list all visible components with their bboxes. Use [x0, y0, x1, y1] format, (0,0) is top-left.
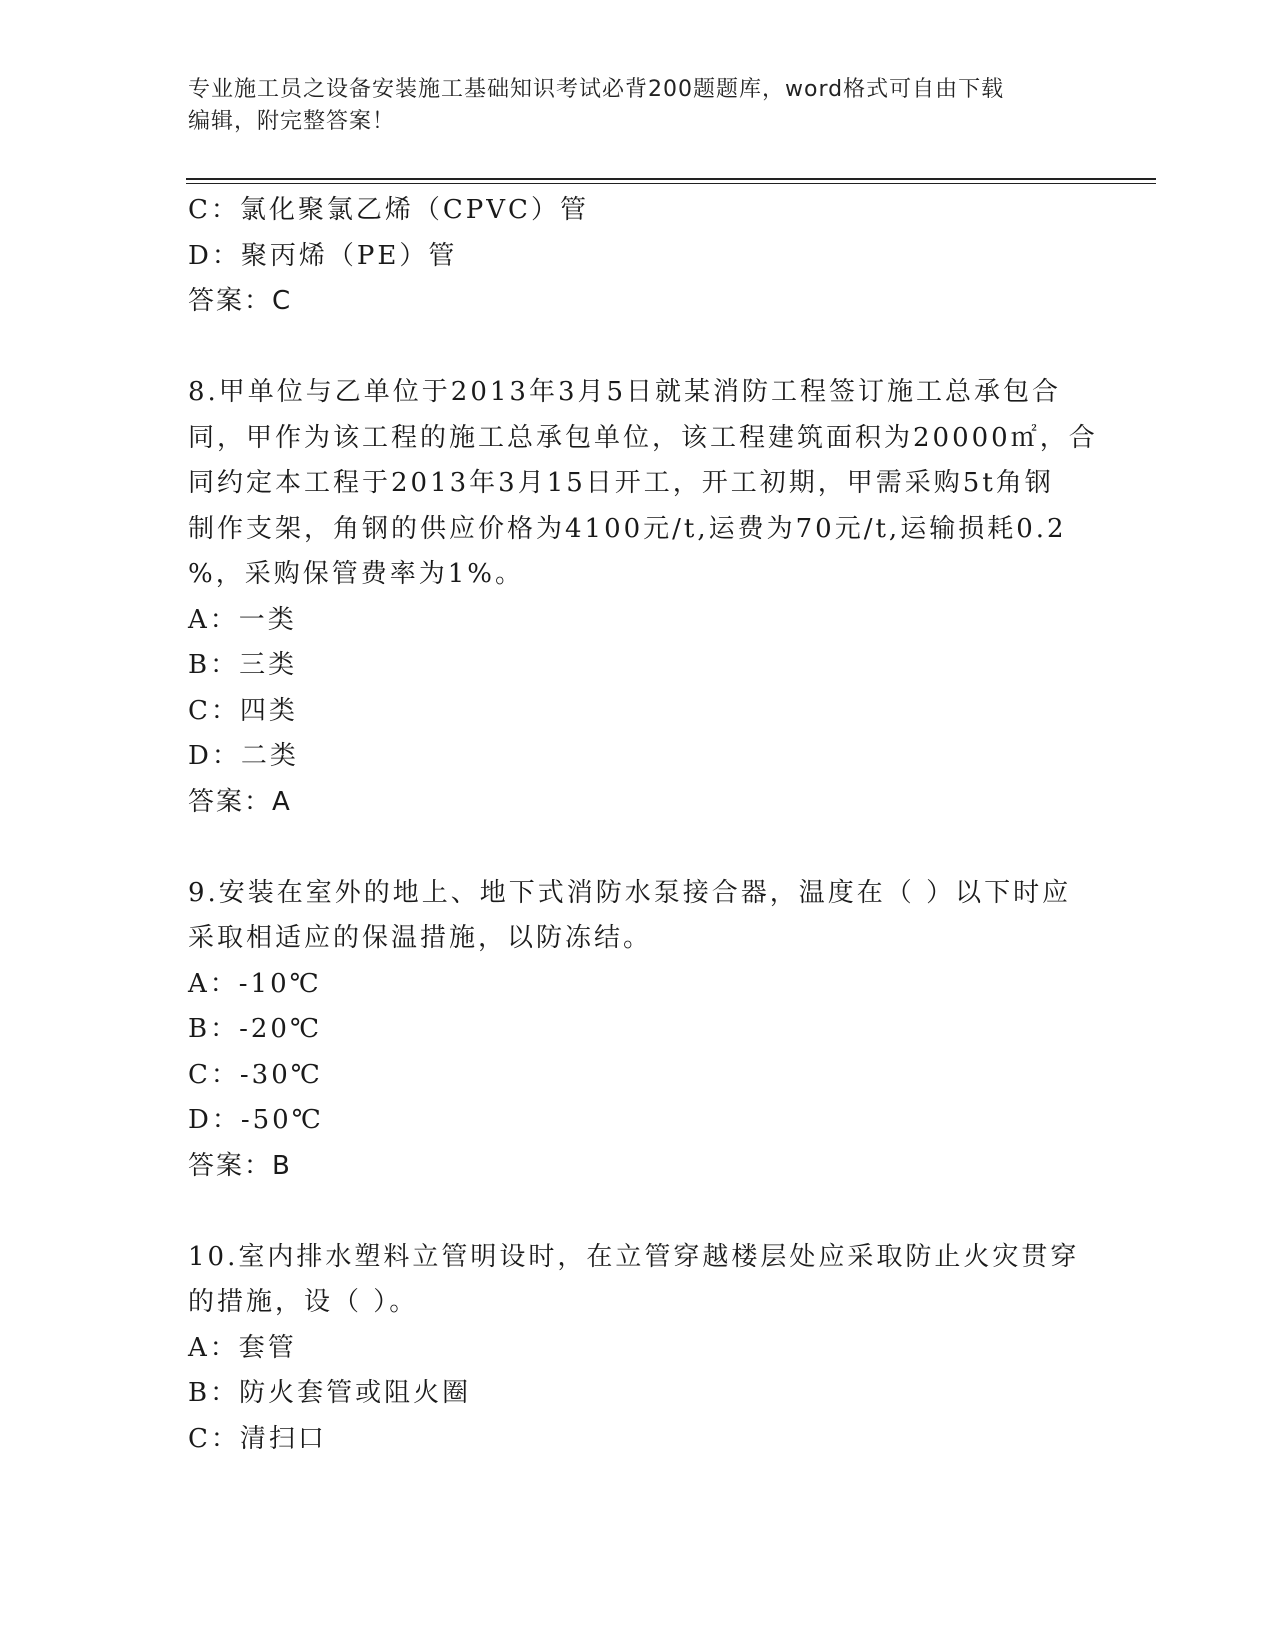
- question-text-line: 同约定本工程于2013年3月15日开工，开工初期，甲需采购5t角钢: [188, 468, 1054, 498]
- option-d: D：二类: [188, 741, 299, 771]
- question-text-line: 8.甲单位与乙单位于2013年3月5日就某消防工程签订施工总承包合: [188, 377, 1062, 407]
- question-text-line: 的措施，设（ ）。: [188, 1287, 419, 1317]
- option-a: A：套管: [188, 1332, 297, 1363]
- header-title-line-1: 专业施工员之设备安装施工基础知识考试必背200题题库，word格式可自由下载: [188, 77, 1005, 102]
- option-b: B：防火套管或阻火圈: [188, 1378, 472, 1408]
- spacer: [188, 325, 1088, 371]
- spacer: [188, 1189, 1088, 1235]
- question-text-line: 9.安装在室外的地上、地下式消防水泵接合器，温度在（ ）以下时应: [188, 877, 1072, 908]
- option-b: B：-20℃: [188, 1014, 323, 1044]
- header-divider-thick: [186, 178, 1156, 180]
- document-header: [188, 74, 1068, 138]
- option-d: D：-50℃: [188, 1105, 324, 1135]
- answer-line: 答案：A: [188, 786, 292, 817]
- option-a: A：一类: [188, 604, 297, 635]
- option-a: A：-10℃: [188, 968, 322, 999]
- answer-line: 答案：C: [188, 286, 293, 316]
- question-10: [188, 1235, 1088, 1463]
- question-text-line: 同，甲作为该工程的施工总承包单位，该工程建筑面积为20000㎡，合: [188, 422, 1098, 453]
- option-c: C：四类: [188, 695, 298, 726]
- header-title-line-2: 编辑，附完整答案！: [188, 109, 396, 134]
- option-c: C：氯化聚氯乙烯（CPVC）管: [188, 195, 589, 225]
- document-body: [188, 188, 1098, 1462]
- question-text-line: %，采购保管费率为1%。: [188, 559, 524, 589]
- answer-line: 答案：B: [188, 1150, 292, 1181]
- option-b: B：三类: [188, 650, 298, 680]
- spacer: [188, 825, 1088, 871]
- option-c: C：-30℃: [188, 1059, 323, 1090]
- question-7-tail: [188, 188, 1088, 325]
- question-text-line: 采取相适应的保温措施，以防冻结。: [188, 923, 653, 953]
- option-d: D：聚丙烯（PE）管: [188, 240, 458, 271]
- header-divider-thin: [186, 183, 1156, 184]
- question-8: [188, 370, 1098, 825]
- option-c: C：清扫口: [188, 1423, 327, 1454]
- question-text-line: 10.室内排水塑料立管明设时，在立管穿越楼层处应采取防止火灾贯穿: [188, 1241, 1080, 1272]
- question-9: [188, 871, 1088, 1190]
- question-text-line: 制作支架，角钢的供应价格为4100元/t,运费为70元/t,运输损耗0.2: [188, 513, 1067, 544]
